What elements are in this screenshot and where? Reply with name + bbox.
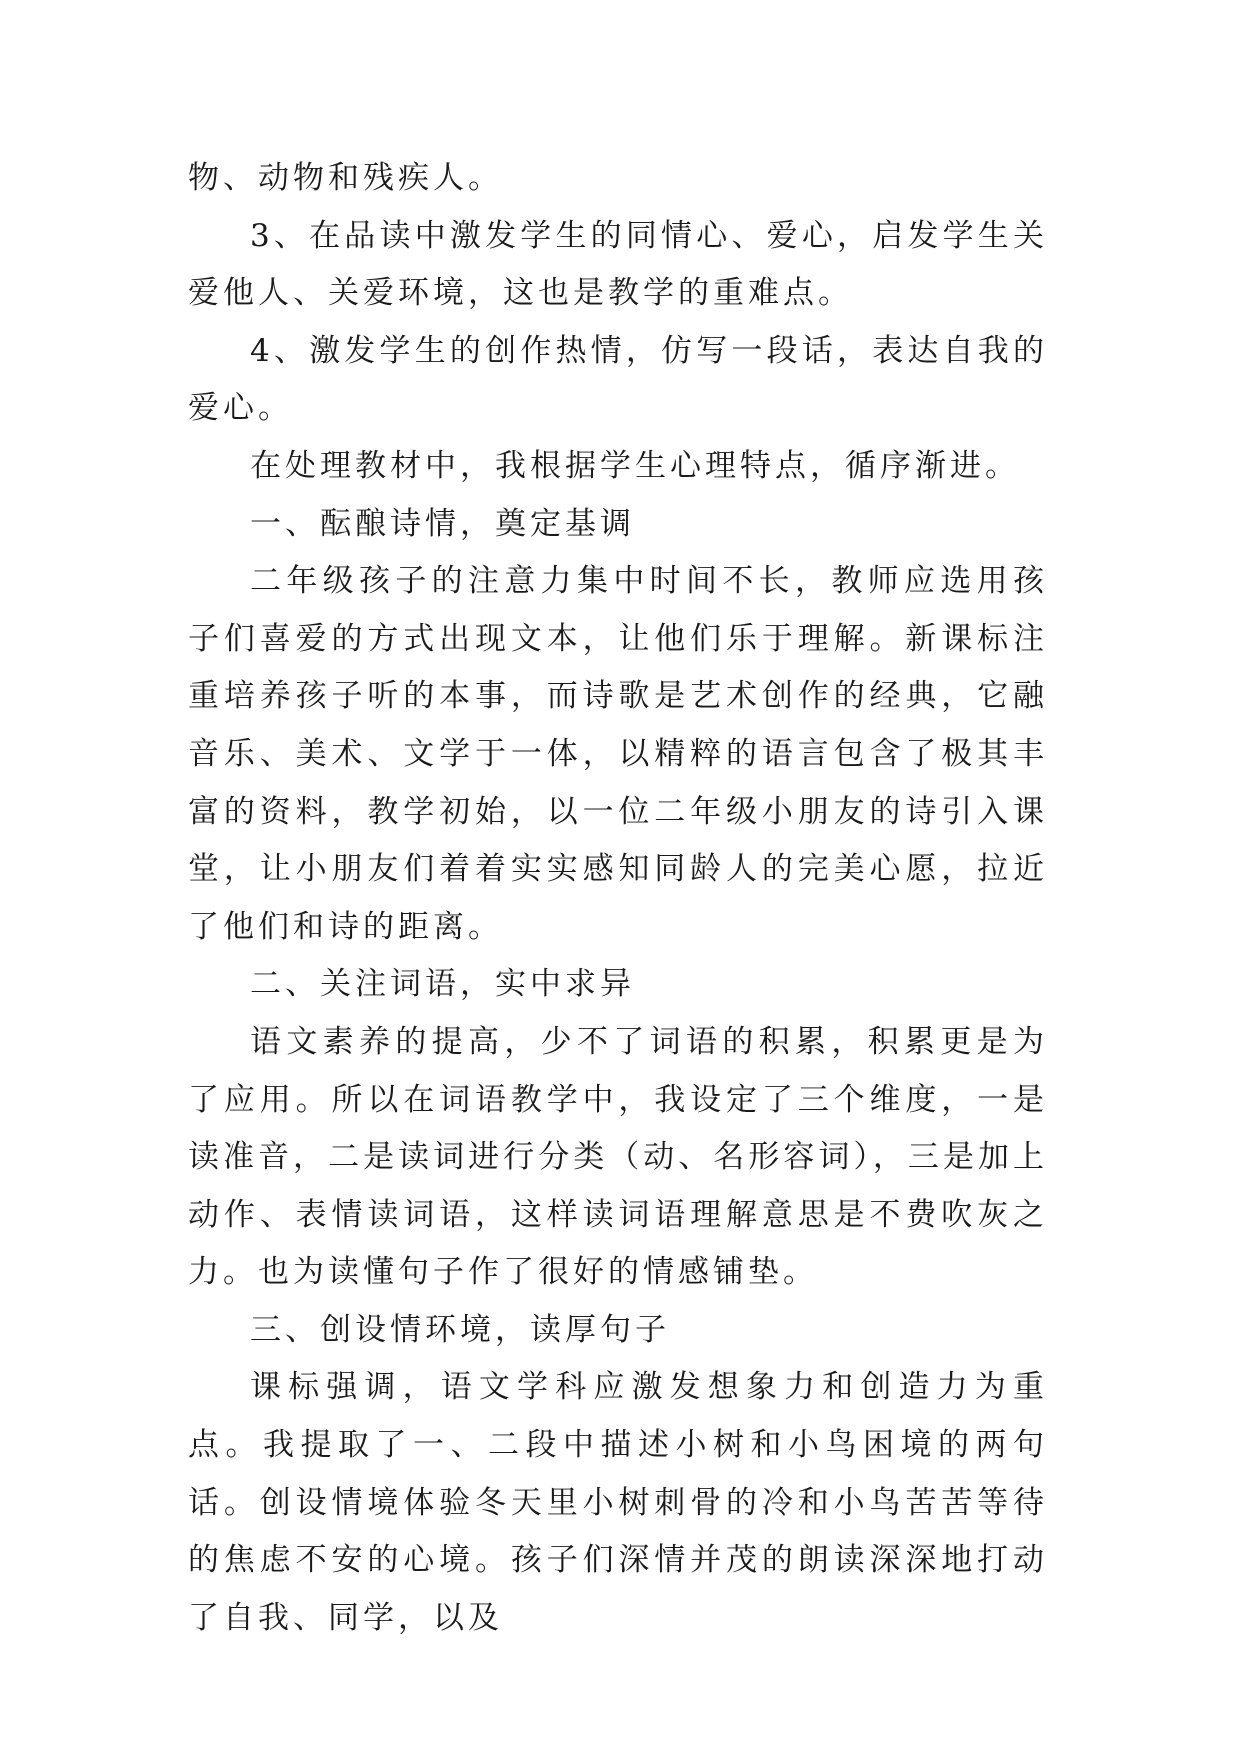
- paragraph-continuation: 物、动物和残疾人。: [188, 160, 503, 196]
- document-body: [188, 150, 1048, 1647]
- section-heading-2: 二、关注词语，实中求异: [250, 966, 635, 1003]
- paragraph-goal-3: 3、在品读中激发学生的同情心、爱心，启发学生关爱他人、关爱环境，这也是教学的重难点。: [188, 217, 1048, 312]
- paragraph-section-2: 语文素养的提高，少不了词语的积累，积累更是为了应用。所以在词语教学中，我设定了三个维度，一是读准音，二是读词进行分类（动、名形容词），三是加上动作、表情读词语，这样读词语理解意思是不费吹灰之力。也为读懂句子作了很好的情感铺垫。: [188, 1023, 1048, 1291]
- section-heading-3: 三、创设情环境，读厚句子: [250, 1311, 670, 1348]
- paragraph-intro: 在处理教材中，我根据学生心理特点，循序渐进。: [250, 447, 1020, 484]
- paragraph-section-1: 二年级孩子的注意力集中时间不长，教师应选用孩子们喜爱的方式出现文本，让他们乐于理解。新课标注重培养孩子听的本事，而诗歌是艺术创作的经典，它融音乐、美术、文学于一体，以精粹的语言包含了极其丰富的资料，教学初始，以一位二年级小朋友的诗引入课堂，让小朋友们着着实实感知同龄人的完美心愿，拉近了他们和诗的距离。: [188, 563, 1048, 945]
- section-heading-1: 一、酝酿诗情，奠定基调: [250, 505, 635, 542]
- paragraph-section-3: 课标强调，语文学科应激发想象力和创造力为重点。我提取了一、二段中描述小树和小鸟困境的两句话。创设情境体验冬天里小树刺骨的冷和小鸟苦苦等待的焦虑不安的心境。孩子们深情并茂的朗读深深地打动了自我、同学，以及: [188, 1369, 1048, 1636]
- paragraph-goal-4: 4、激发学生的创作热情，仿写一段话，表达自我的爱心。: [188, 332, 1048, 427]
